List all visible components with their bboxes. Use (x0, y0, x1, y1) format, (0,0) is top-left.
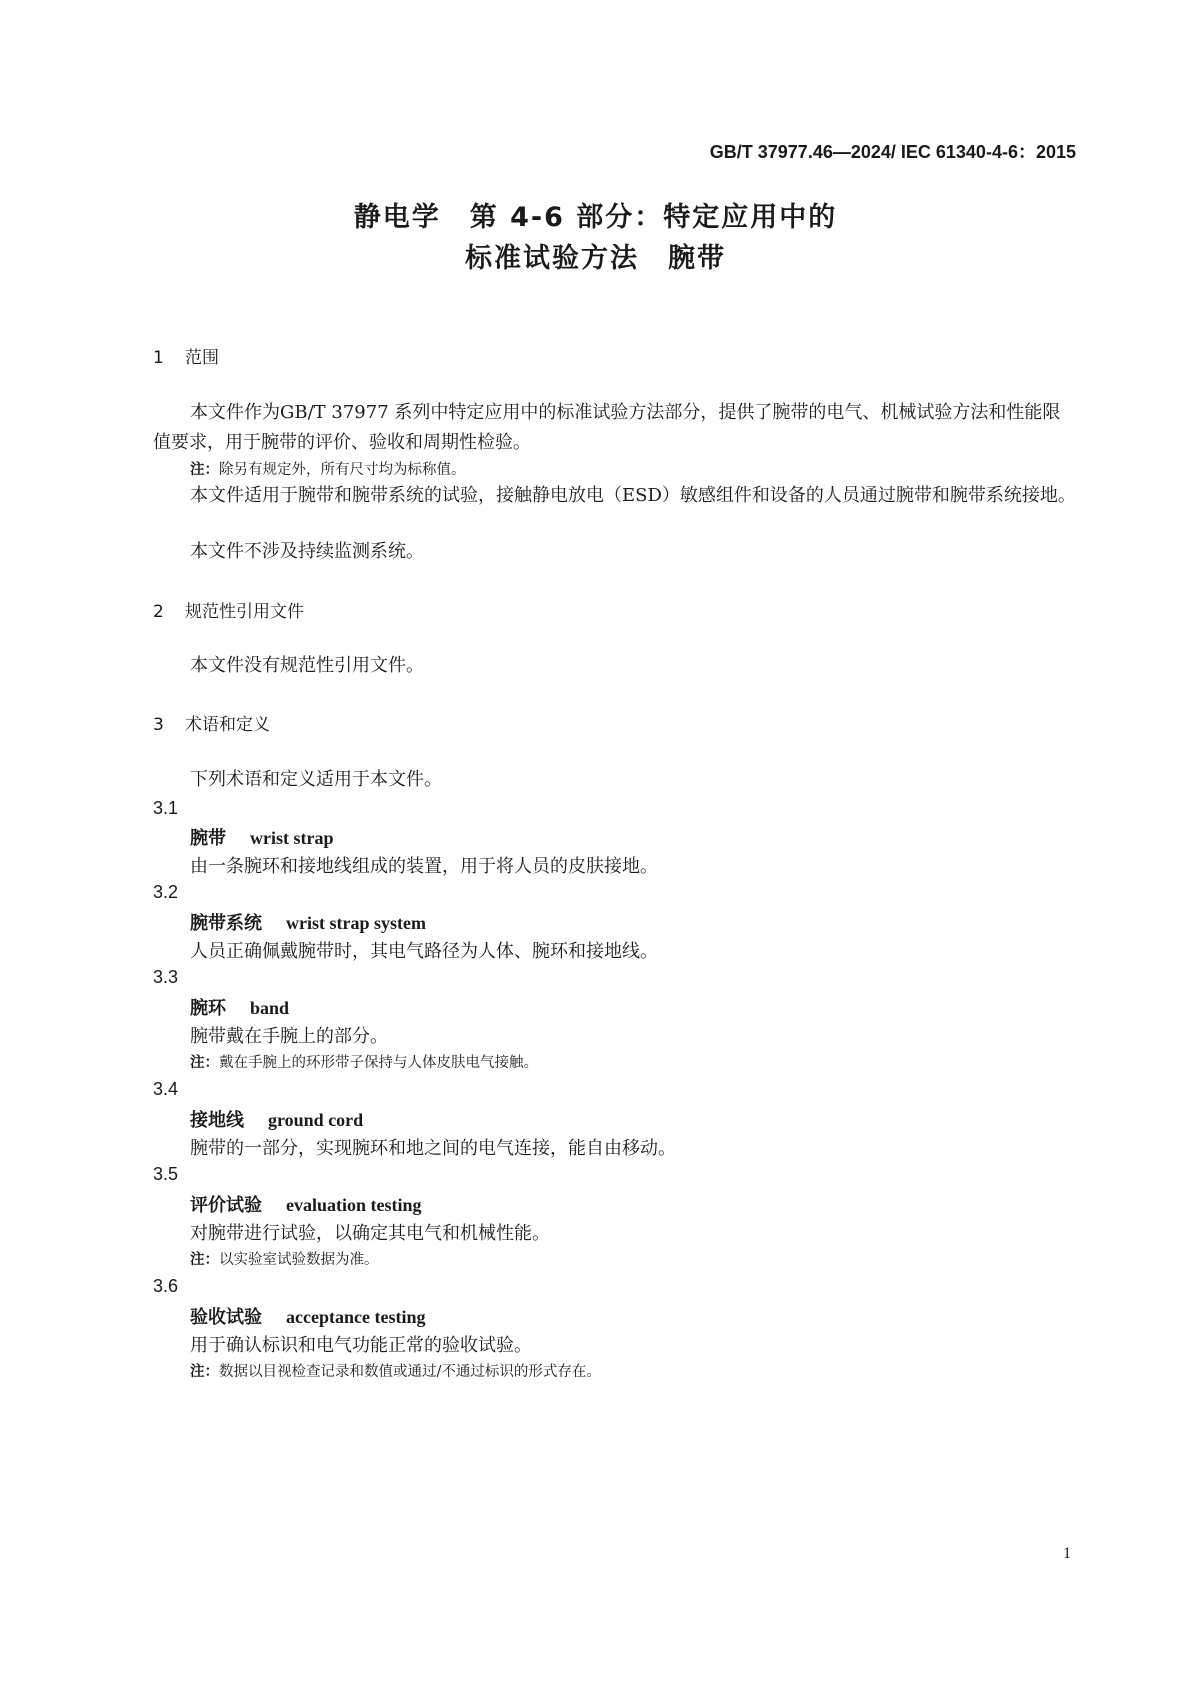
section-heading-scope (153, 343, 219, 368)
term-number: 3.3 (153, 967, 179, 987)
term-title (190, 909, 426, 935)
term-note (190, 1051, 538, 1072)
terms-intro: 下列术语和定义适用于本文件。 (190, 769, 442, 790)
term-zh: 腕环 (190, 998, 226, 1019)
term-number: 3.1 (153, 798, 179, 818)
term-title (190, 1106, 363, 1132)
term-definition: 由一条腕环和接地线组成的装置，用于将人员的皮肤接地。 (190, 856, 658, 877)
document-title-line2: 标准试验方法 腕带 (465, 243, 726, 274)
term-en: ground cord (268, 1110, 364, 1130)
term-en: wrist strap system (286, 913, 426, 933)
note-text: 以实验室试验数据为准。 (219, 1252, 379, 1268)
term-en: band (250, 998, 290, 1018)
note-label: 注： (190, 1055, 219, 1071)
term-en: wrist strap (250, 828, 334, 848)
term-definition: 对腕带进行试验，以确定其电气和机械性能。 (190, 1223, 550, 1244)
term-title (190, 824, 334, 850)
page-number: 1 (1063, 1545, 1071, 1562)
term-number: 3.4 (153, 1079, 179, 1099)
term-definition: 人员正确佩戴腕带时，其电气路径为人体、腕环和接地线。 (190, 941, 658, 962)
term-title (190, 1191, 422, 1217)
term-note (190, 1248, 379, 1269)
note-label: 注： (190, 1252, 219, 1268)
scope-paragraph-2: 本文件适用于腕带和腕带系统的试验，接触静电放电（ESD）敏感组件和设备的人员通过腕带和腕带系统接地。 (190, 485, 1076, 506)
section-heading-terms (153, 710, 270, 735)
normative-paragraph: 本文件没有规范性引用文件。 (190, 655, 424, 676)
term-definition: 腕带戴在手腕上的部分。 (190, 1026, 388, 1047)
section-number: 2 (153, 602, 164, 622)
standard-number: GB/T 37977.46—2024/ IEC 61340-4-6：2015 (709, 142, 1076, 162)
section-number: 3 (153, 715, 164, 735)
term-zh: 腕带系统 (190, 913, 262, 934)
term-en: acceptance testing (286, 1307, 426, 1327)
scope-note (190, 458, 466, 479)
scope-paragraph-1: 本文件作为GB/T 37977 系列中特定应用中的标准试验方法部分，提供了腕带的电气、机械试验方法和性能限值要求，用于腕带的评价、验收和周期性检验。 (153, 402, 1061, 453)
term-note (190, 1360, 601, 1381)
term-zh: 接地线 (190, 1110, 244, 1131)
section-title: 范围 (185, 348, 219, 368)
section-title: 规范性引用文件 (185, 602, 304, 622)
term-number: 3.2 (153, 882, 179, 902)
scope-paragraph-3: 本文件不涉及持续监测系统。 (190, 541, 424, 562)
note-text: 戴在手腕上的环形带子保持与人体皮肤电气接触。 (219, 1055, 538, 1071)
term-definition: 用于确认标识和电气功能正常的验收试验。 (190, 1335, 532, 1356)
term-title (190, 1303, 425, 1329)
term-number: 3.5 (153, 1164, 179, 1184)
note-label: 注： (190, 462, 219, 478)
section-number: 1 (153, 348, 164, 368)
note-label: 注： (190, 1364, 219, 1380)
section-title: 术语和定义 (185, 715, 270, 735)
term-definition: 腕带的一部分，实现腕环和地之间的电气连接，能自由移动。 (190, 1138, 676, 1159)
term-zh: 评价试验 (190, 1195, 262, 1216)
section-heading-normative (153, 597, 304, 622)
term-title (190, 994, 289, 1020)
term-en: evaluation testing (286, 1195, 422, 1215)
note-text: 数据以目视检查记录和数值或通过/不通过标识的形式存在。 (219, 1364, 601, 1380)
document-title-line1: 静电学 第 4-6 部分：特定应用中的 (353, 202, 838, 233)
note-text: 除另有规定外，所有尺寸均为标称值。 (219, 462, 466, 478)
term-zh: 腕带 (190, 828, 226, 849)
term-number: 3.6 (153, 1276, 179, 1296)
term-zh: 验收试验 (190, 1307, 262, 1328)
